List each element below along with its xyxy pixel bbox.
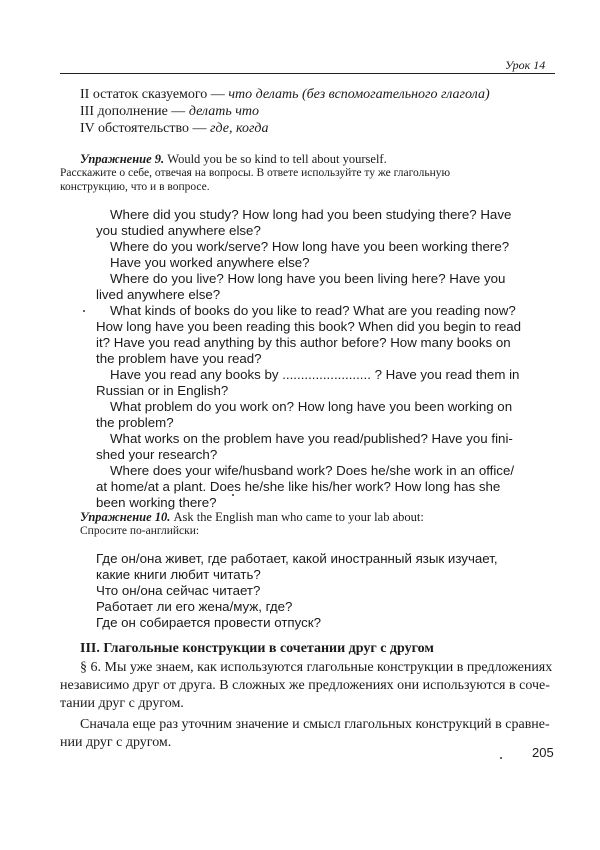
exercise-10-label: Упражнение 10. bbox=[80, 510, 171, 524]
exercise-9-question-line: Russian or in English? bbox=[96, 383, 229, 398]
exercise-10-question-line: Что он/она сейчас читает? bbox=[96, 583, 261, 598]
exercise-10-heading bbox=[80, 510, 424, 525]
intro-line-italic: что делать (без вспомогательного глагола) bbox=[228, 87, 490, 102]
exercise-9-question-line: How long have you been reading this book? When did you begin to read bbox=[96, 319, 522, 334]
exercise-9-question-line: What kinds of books do you like to read? What are you reading now? bbox=[110, 303, 516, 318]
exercise-9-question-line: it? Have you read anything by this author before? How many books on bbox=[96, 335, 511, 350]
scan-speck bbox=[500, 757, 502, 759]
exercise-9-question-line: lived anywhere else? bbox=[96, 287, 221, 302]
intro-line bbox=[80, 86, 490, 104]
exercise-10-question-line: Где он/она живет, где работает, какой иностранный язык изучает, bbox=[96, 551, 498, 566]
intro-line bbox=[80, 103, 259, 121]
running-head: Урок 14 bbox=[505, 58, 546, 72]
exercise-9-prompt: Would you be so kind to tell about yourself. bbox=[167, 152, 387, 166]
intro-line-plain: IV обстоятельство — bbox=[80, 121, 211, 136]
exercise-9-label: Упражнение 9. bbox=[80, 152, 165, 166]
exercise-10-question-line: какие книги любит читать? bbox=[96, 567, 261, 582]
page-number: 205 bbox=[532, 745, 554, 760]
exercise-10-prompt: Ask the English man who came to your lab about: bbox=[173, 510, 424, 524]
intro-line-italic: делать что bbox=[188, 104, 259, 119]
intro-line-plain: III дополнение — bbox=[80, 104, 189, 119]
exercise-9-question-line: been working there? bbox=[96, 495, 217, 510]
exercise-9-question-line: Where do you work/serve? How long have you been working there? bbox=[110, 239, 510, 254]
exercise-9-instruction-line: конструкцию, что и в вопросе. bbox=[60, 181, 210, 193]
exercise-9-question-line: Have you worked anywhere else? bbox=[110, 255, 310, 270]
exercise-9-question-line: Where does your wife/husband work? Does he/she work in an office/ bbox=[110, 463, 515, 478]
header-rule bbox=[60, 73, 555, 74]
paragraph-line: тании друг с другом. bbox=[60, 696, 184, 711]
scan-speck bbox=[232, 494, 234, 496]
scan-speck bbox=[83, 310, 85, 312]
paragraph-line: § 6. Мы уже знаем, как используются глагольные конструкции в предложениях bbox=[80, 660, 553, 675]
paragraph-line: Сначала еще раз уточним значение и смысл глагольных конструкций в сравне- bbox=[80, 717, 550, 732]
exercise-9-question-line: Where did you study? How long had you been studying there? Have bbox=[110, 207, 512, 222]
paragraph-line: нии друг с другом. bbox=[60, 735, 172, 750]
exercise-9-heading bbox=[80, 152, 387, 167]
exercise-9-question-line: Have you read any books by ........................ ? Have you read them in bbox=[110, 367, 520, 382]
exercise-9-question-line: at home/at a plant. Does he/she like his/her work? How long has she bbox=[96, 479, 501, 494]
section-title: III. Глагольные конструкции в сочетании друг с другом bbox=[80, 641, 434, 656]
exercise-9-question-line: you studied anywhere else? bbox=[96, 223, 261, 238]
exercise-9-question-line: What problem do you work on? How long have you been working on bbox=[110, 399, 513, 414]
intro-line-plain: II остаток сказуемого — bbox=[80, 87, 229, 102]
exercise-9-instruction-line: Расскажите о себе, отвечая на вопросы. В ответе используйте ту же глагольную bbox=[60, 167, 451, 179]
intro-line-italic: где, когда bbox=[210, 121, 269, 136]
intro-line bbox=[80, 120, 269, 138]
exercise-9-question-line: What works on the problem have you read/published? Have you fini- bbox=[110, 431, 513, 446]
exercise-9-question-line: the problem? bbox=[96, 415, 174, 430]
exercise-9-question-line: Where do you live? How long have you been living here? Have you bbox=[110, 271, 506, 286]
exercise-10-instruction: Спросите по-английски: bbox=[80, 525, 200, 537]
exercise-9-question-line: the problem have you read? bbox=[96, 351, 262, 366]
exercise-10-question-line: Работает ли его жена/муж, где? bbox=[96, 599, 293, 614]
exercise-9-question-line: shed your research? bbox=[96, 447, 218, 462]
exercise-10-question-line: Где он собирается провести отпуск? bbox=[96, 615, 321, 630]
paragraph-line: независимо друг от друга. В сложных же предложениях они используются в соче- bbox=[60, 678, 550, 693]
